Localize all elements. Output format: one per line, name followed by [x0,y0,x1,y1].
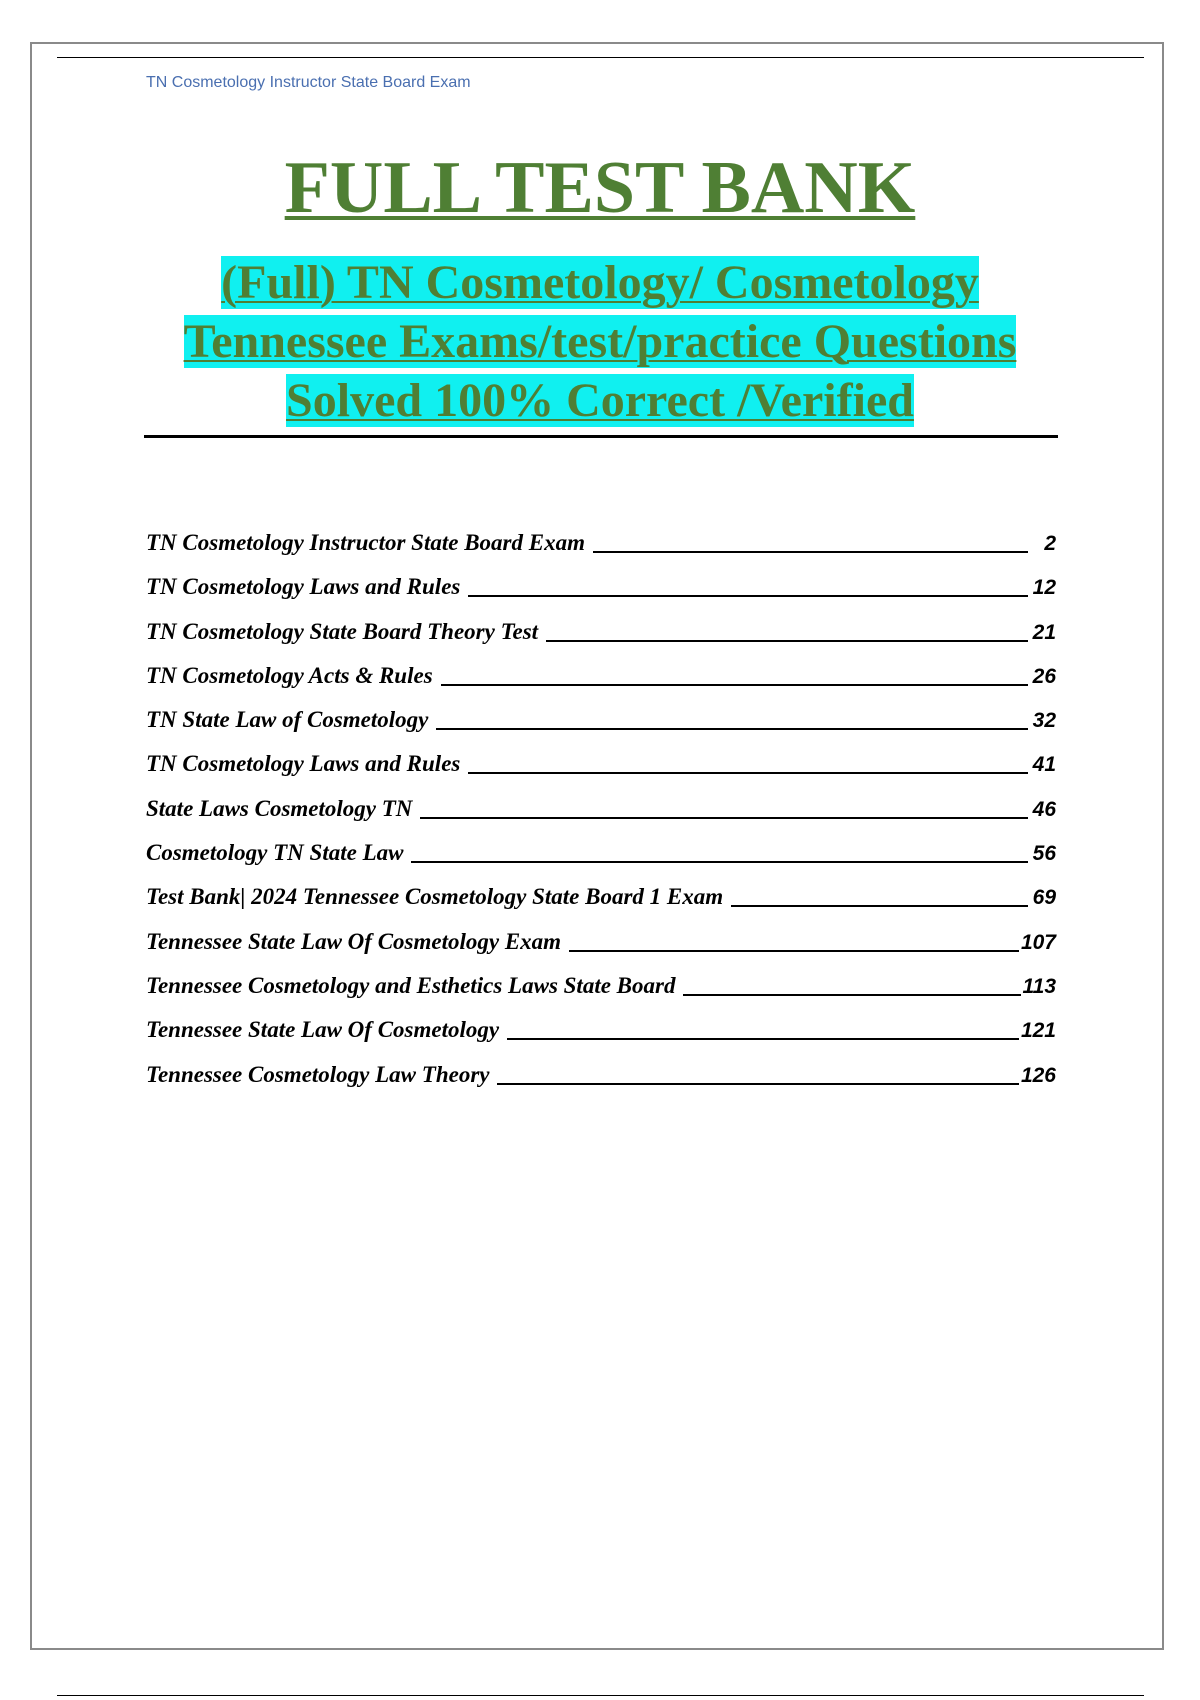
toc-entry-title: State Laws Cosmetology TN [146,795,413,821]
toc-leader-line [411,861,1028,863]
toc-entry-title: TN Cosmetology Laws and Rules [146,751,461,777]
document-subtitle [150,253,1050,430]
toc-leader-line [468,595,1028,597]
toc-entry-title: Tennessee State Law Of Cosmetology [146,1017,500,1043]
toc-entry[interactable] [146,796,1056,840]
toc-leader-line [420,817,1028,819]
toc-entry-title: TN Cosmetology Instructor State Board Exam [146,530,585,555]
toc-entry-page: 32 [1032,709,1056,733]
toc-entry[interactable] [146,574,1056,618]
toc-entry-page: 2 [1044,532,1056,555]
toc-entry[interactable] [146,619,1056,663]
toc-entry-page: 41 [1032,753,1056,777]
toc-entry-title: Tennessee Cosmetology Law Theory [146,1061,490,1087]
bottom-rule [57,1695,1144,1696]
document-subtitle-text: (Full) TN Cosmetology/ Cosmetology Tennessee Exams/test/practice Questions Solved 100% Correct /Verified [183,256,1017,427]
document-title-text: FULL TEST BANK [284,147,916,229]
toc-entry[interactable] [146,530,1056,574]
toc-entry[interactable] [146,1017,1056,1061]
toc-entry-title: Test Bank| 2024 Tennessee Cosmetology State Board 1 Exam [146,884,724,910]
toc-entry-page: 21 [1032,620,1056,644]
toc-entry[interactable] [146,1062,1056,1106]
toc-entry-title: Tennessee Cosmetology and Esthetics Laws State Board [146,972,676,998]
toc-entry[interactable] [146,751,1056,795]
toc-leader-line [569,950,1019,952]
table-of-contents [146,530,1056,1106]
toc-leader-line [507,1038,1019,1040]
document-title [0,148,1200,228]
toc-entry-page: 26 [1032,664,1056,688]
toc-leader-line [468,772,1028,774]
toc-entry-page: 56 [1032,842,1056,866]
toc-entry-title: Tennessee State Law Of Cosmetology Exam [146,928,562,954]
toc-entry-page: 69 [1032,886,1056,910]
running-header: TN Cosmetology Instructor State Board Exam [146,74,471,91]
toc-leader-line [593,551,1028,553]
toc-entry-page: 12 [1032,576,1056,600]
toc-entry[interactable] [146,840,1056,884]
toc-entry-page: 46 [1032,797,1056,821]
toc-entry-title: TN Cosmetology State Board Theory Test [146,618,539,644]
toc-entry-title: TN Cosmetology Laws and Rules [146,574,461,600]
toc-entry[interactable] [146,707,1056,751]
toc-entry-page: 113 [1022,974,1056,998]
toc-entry-page: 107 [1020,930,1056,954]
toc-leader-line [441,684,1028,686]
toc-entry[interactable] [146,663,1056,707]
toc-leader-line [546,640,1028,642]
toc-leader-line [436,728,1028,730]
toc-entry-page: 126 [1020,1063,1056,1087]
toc-entry[interactable] [146,884,1056,928]
toc-entry-title: TN Cosmetology Acts & Rules [146,662,433,688]
top-rule [57,57,1144,58]
toc-entry-title: Cosmetology TN State Law [146,840,404,866]
toc-entry-title: TN State Law of Cosmetology [146,707,429,733]
toc-entry-page: 121 [1020,1019,1056,1043]
toc-leader-line [731,905,1028,907]
title-divider [144,435,1058,438]
toc-leader-line [683,994,1020,996]
toc-entry[interactable] [146,973,1056,1017]
toc-leader-line [497,1083,1018,1085]
toc-entry[interactable] [146,929,1056,973]
